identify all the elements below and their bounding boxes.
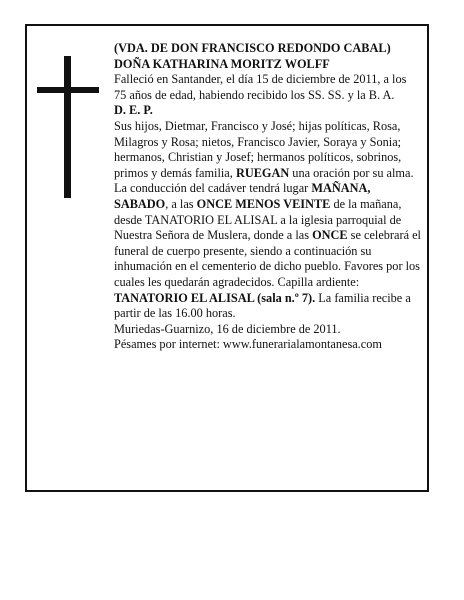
cross-horizontal-bar [37,87,99,93]
cross-vertical-bar [64,56,71,198]
condolences-line: Pésames por internet: www.funerarialamontanesa.com [114,337,382,352]
dep-line: D. E. P. [114,103,153,118]
ruegan-text: una oración por su alma. La conducción del cadáver tendrá lugar [114,165,414,196]
family-paragraph [114,119,422,322]
death-announcement: Falleció en Santander, el día 15 de diciembre de 2011, a los [114,72,407,87]
age-and-sacraments: 75 años de edad, habiendo recibido los SS. SS. y la B. A. [114,87,395,102]
tanatorio-location: TANATORIO EL ALISAL (sala n.º 7). [114,290,316,305]
once-menos-veinte: ONCE MENOS VEINTE [196,196,331,211]
header-line-widow-of: (VDA. DE DON FRANCISCO REDONDO CABAL) [114,41,391,55]
family-text: Sus hijos, Dietmar, Francisco y José; hijas políticas, Rosa, Milagros y Rosa; nietos, Francisco Javier, Soraya y Sonia; hermanos, Christian y Josef; hermanos políticos, sobrinos, primos y demás familia, [114,118,402,180]
tanatorio-text: La familia recibe a partir de las 16.00 horas. [114,290,411,321]
manana-sabado: MAÑANA, SABADO [114,181,371,211]
cross-icon [37,56,99,198]
manana-text: , a las [165,196,197,211]
once-word: ONCE [312,228,348,243]
once-text: se celebrará el funeral de cuerpo presente, siendo a continuación su inhumación en el cementerio de dicho pueblo. Favores por los cuales les quedarán agradecidos. Capilla ardiente: [114,228,421,289]
obituary-text [114,41,422,353]
place-date: Muriedas-Guarnizo, 16 de diciembre de 2011. [114,321,341,336]
header-line-name: DOÑA KATHARINA MORITZ WOLFF [114,56,330,71]
obituary-frame [25,24,429,492]
ruegan-word: RUEGAN [235,165,290,180]
once-menos-text: de la mañana, desde TANATORIO EL ALISAL a la iglesia parroquial de Nuestra Señora de Muslera, donde a las [114,196,402,243]
